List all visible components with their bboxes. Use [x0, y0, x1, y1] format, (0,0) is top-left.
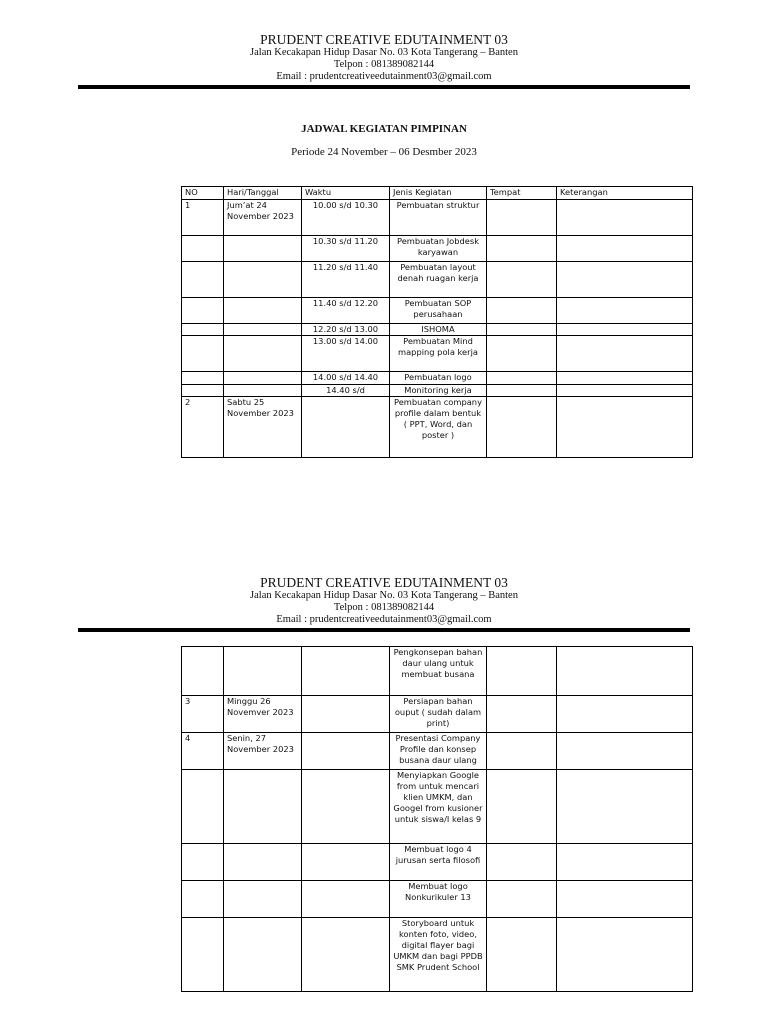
cell-activity: Monitoring kerja: [390, 385, 487, 397]
header-day: Hari/Tanggal: [224, 187, 302, 200]
cell-activity: Membuat logo 4 jurusan serta filosofi: [390, 844, 487, 881]
cell-place: [487, 770, 557, 844]
cell-day: [224, 881, 302, 918]
cell-time: [302, 696, 390, 733]
schedule-table-page2: [181, 646, 693, 992]
table-row: [182, 262, 693, 298]
letterhead-divider: [78, 85, 690, 89]
cell-activity: Pembuatan layout denah ruagan kerja: [390, 262, 487, 298]
cell-place: [487, 397, 557, 458]
header-note: Keterangan: [557, 187, 693, 200]
company-address: Jalan Kecakapan Hidup Dasar No. 03 Kota Tangerang – Banten: [250, 590, 518, 601]
header-place: Tempat: [487, 187, 557, 200]
cell-place: [487, 324, 557, 336]
cell-place: [487, 733, 557, 770]
cell-day: Jum’at 24 November 2023: [224, 200, 302, 236]
cell-time: [302, 770, 390, 844]
company-email: Email : prudentcreativeedutainment03@gmail.com: [276, 71, 492, 82]
table-row: [182, 336, 693, 372]
cell-time: 14.00 s/d 14.40: [302, 372, 390, 385]
cell-day: [224, 844, 302, 881]
cell-no: [182, 881, 224, 918]
cell-time: [302, 397, 390, 458]
cell-activity: Menyiapkan Google from untuk mencari klien UMKM, dan Googel from kusioner untuk siswa/I kelas 9: [390, 770, 487, 844]
cell-no: [182, 372, 224, 385]
cell-note: [557, 770, 693, 844]
schedule-table-page1: [181, 186, 693, 458]
cell-no: [182, 336, 224, 372]
cell-time: [302, 881, 390, 918]
table-row: [182, 881, 693, 918]
cell-day: Senin, 27 November 2023: [224, 733, 302, 770]
cell-no: [182, 324, 224, 336]
table-row: [182, 385, 693, 397]
cell-place: [487, 918, 557, 992]
cell-time: 11.20 s/d 11.40: [302, 262, 390, 298]
cell-place: [487, 336, 557, 372]
cell-day: [224, 298, 302, 324]
cell-note: [557, 844, 693, 881]
table-row: [182, 200, 693, 236]
cell-activity: Membuat logo Nonkurikuler 13: [390, 881, 487, 918]
cell-place: [487, 385, 557, 397]
cell-note: [557, 262, 693, 298]
cell-activity: Pembuatan Mind mapping pola kerja: [390, 336, 487, 372]
cell-no: [182, 236, 224, 262]
cell-time: 12.20 s/d 13.00: [302, 324, 390, 336]
cell-no: 3: [182, 696, 224, 733]
letterhead-divider: [78, 628, 690, 632]
cell-no: 4: [182, 733, 224, 770]
cell-note: [557, 696, 693, 733]
cell-time: [302, 844, 390, 881]
cell-time: [302, 918, 390, 992]
company-phone: Telpon : 081389082144: [333, 59, 435, 70]
cell-day: [224, 324, 302, 336]
cell-activity: Presentasi Company Profile dan konsep busana daur ulang: [390, 733, 487, 770]
cell-time: 10.00 s/d 10.30: [302, 200, 390, 236]
company-name: PRUDENT CREATIVE EDUTAINMENT 03: [260, 32, 508, 47]
cell-day: [224, 918, 302, 992]
cell-note: [557, 372, 693, 385]
cell-day: [224, 647, 302, 696]
cell-day: [224, 770, 302, 844]
cell-note: [557, 298, 693, 324]
cell-note: [557, 733, 693, 770]
cell-place: [487, 262, 557, 298]
cell-activity: Storyboard untuk konten foto, video, digital flayer bagi UMKM dan bagi PPDB SMK Prudent School: [390, 918, 487, 992]
cell-no: 2: [182, 397, 224, 458]
cell-no: [182, 385, 224, 397]
document-title: JADWAL KEGIATAN PIMPINAN: [301, 123, 467, 135]
table-header-row: [182, 187, 693, 200]
cell-no: [182, 298, 224, 324]
header-activity: Jenis Kegiatan: [390, 187, 487, 200]
cell-day: Sabtu 25 November 2023: [224, 397, 302, 458]
cell-note: [557, 881, 693, 918]
header-time: Waktu: [302, 187, 390, 200]
cell-activity: Pembuatan SOP perusahaan: [390, 298, 487, 324]
header-no: NO: [182, 187, 224, 200]
table-row: [182, 397, 693, 458]
cell-no: [182, 770, 224, 844]
cell-day: Minggu 26 Novemver 2023: [224, 696, 302, 733]
document-period: Periode 24 November – 06 Desmber 2023: [291, 146, 477, 158]
cell-place: [487, 372, 557, 385]
cell-place: [487, 696, 557, 733]
cell-place: [487, 200, 557, 236]
cell-place: [487, 647, 557, 696]
cell-time: [302, 647, 390, 696]
company-email: Email : prudentcreativeedutainment03@gmail.com: [276, 614, 492, 625]
cell-place: [487, 844, 557, 881]
cell-note: [557, 236, 693, 262]
company-phone: Telpon : 081389082144: [333, 602, 435, 613]
table-row: [182, 918, 693, 992]
table-row: [182, 844, 693, 881]
cell-activity: Pembuatan company profile dalam bentuk ( PPT, Word, dan poster ): [390, 397, 487, 458]
cell-activity: Pembuatan Jobdesk karyawan: [390, 236, 487, 262]
letterhead-page1: [0, 32, 768, 83]
cell-no: 1: [182, 200, 224, 236]
cell-activity: Persiapan bahan ouput ( sudah dalam print): [390, 696, 487, 733]
cell-note: [557, 385, 693, 397]
cell-activity: Pengkonsepan bahan daur ulang untuk membuat busana: [390, 647, 487, 696]
cell-note: [557, 200, 693, 236]
cell-note: [557, 336, 693, 372]
cell-activity: ISHOMA: [390, 324, 487, 336]
table-row: [182, 372, 693, 385]
company-name: PRUDENT CREATIVE EDUTAINMENT 03: [260, 575, 508, 590]
cell-place: [487, 298, 557, 324]
cell-place: [487, 881, 557, 918]
table-row: [182, 236, 693, 262]
cell-time: 14.40 s/d: [302, 385, 390, 397]
cell-time: [302, 733, 390, 770]
cell-note: [557, 324, 693, 336]
cell-note: [557, 918, 693, 992]
table-row: [182, 770, 693, 844]
cell-time: 11.40 s/d 12.20: [302, 298, 390, 324]
cell-no: [182, 844, 224, 881]
cell-no: [182, 918, 224, 992]
cell-activity: Pembuatan struktur: [390, 200, 487, 236]
cell-time: 10.30 s/d 11.20: [302, 236, 390, 262]
cell-time: 13.00 s/d 14.00: [302, 336, 390, 372]
cell-place: [487, 236, 557, 262]
cell-day: [224, 236, 302, 262]
cell-no: [182, 647, 224, 696]
table-row: [182, 324, 693, 336]
cell-note: [557, 397, 693, 458]
table-row: [182, 647, 693, 696]
cell-note: [557, 647, 693, 696]
cell-activity: Pembuatan logo: [390, 372, 487, 385]
cell-day: [224, 385, 302, 397]
cell-day: [224, 262, 302, 298]
cell-day: [224, 336, 302, 372]
cell-no: [182, 262, 224, 298]
letterhead-page2: [0, 575, 768, 626]
cell-day: [224, 372, 302, 385]
table-row: [182, 733, 693, 770]
company-address: Jalan Kecakapan Hidup Dasar No. 03 Kota Tangerang – Banten: [250, 47, 518, 58]
table-row: [182, 696, 693, 733]
table-row: [182, 298, 693, 324]
